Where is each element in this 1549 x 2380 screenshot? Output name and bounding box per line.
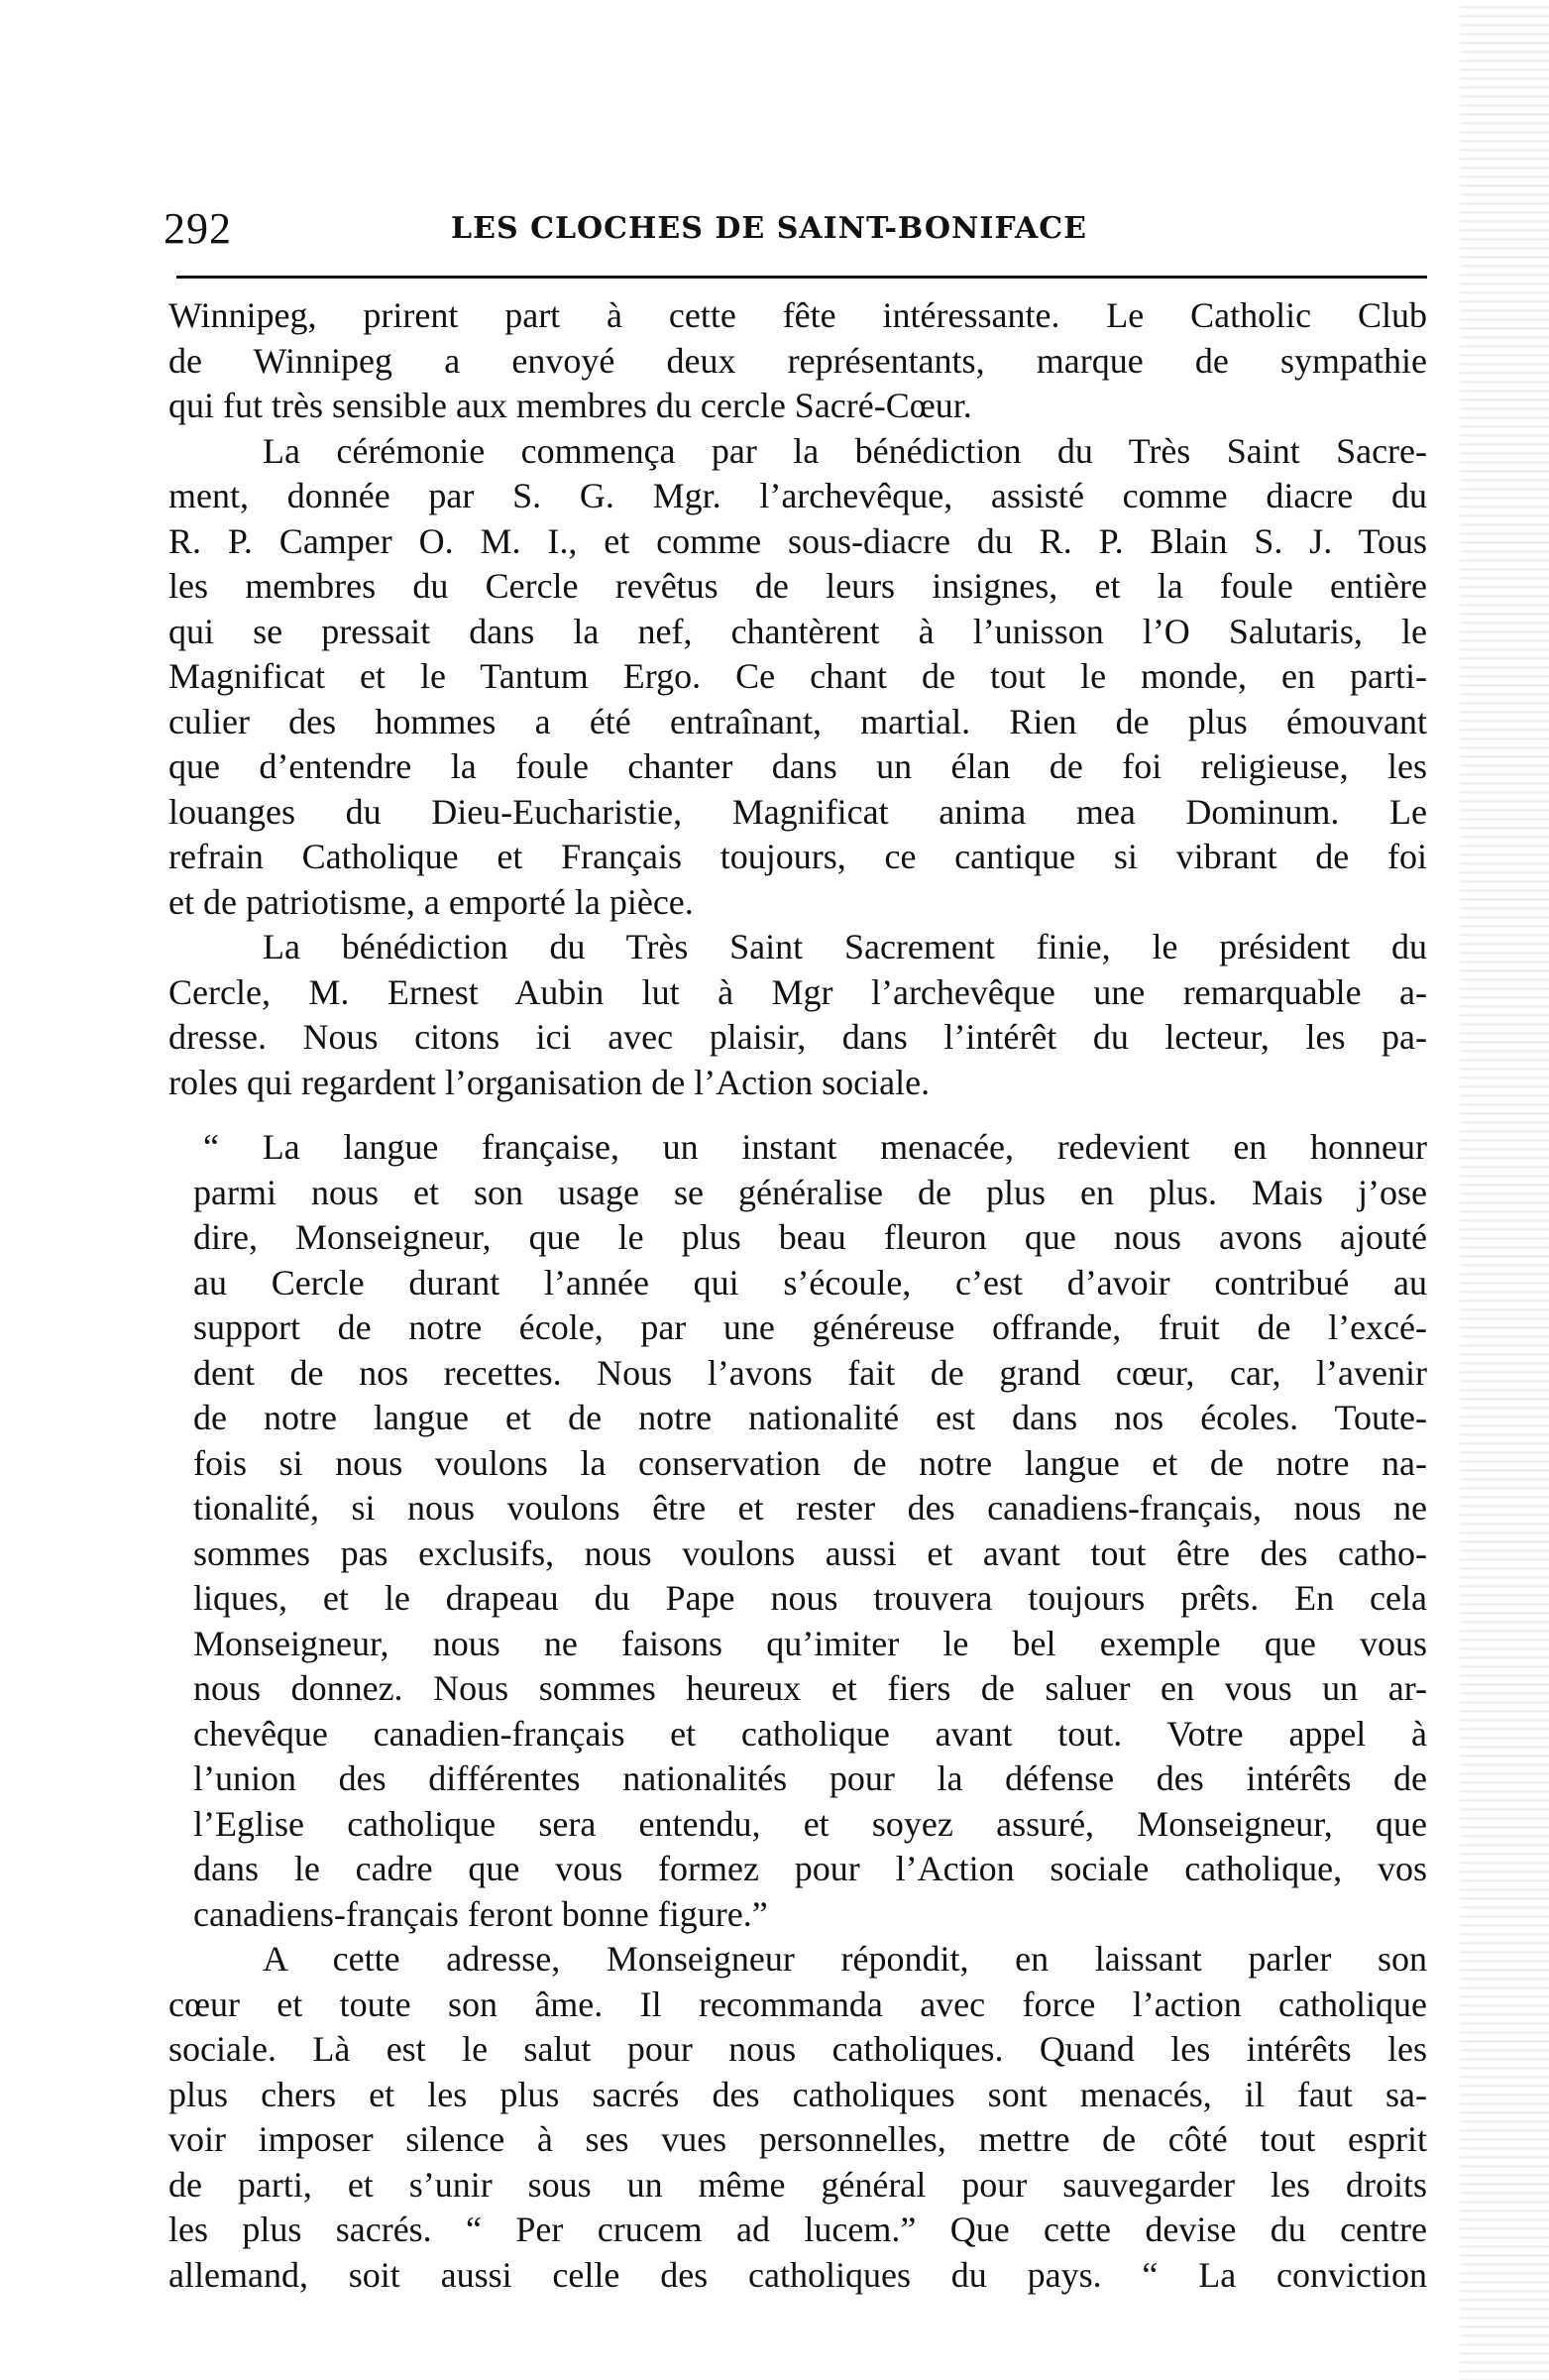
text-line: canadiens-français feront bonne figure.” [193, 1893, 768, 1934]
text-line: culier des hommes a été entraînant, martial. Rien de plus émouvant [168, 701, 1427, 741]
text-line: qui fut très sensible aux membres du cercle Sacré-Cœur. [168, 386, 972, 425]
text-line: voir imposer silence à ses vues personnelles, mettre de côté tout esprit [168, 2119, 1427, 2159]
text-line: Winnipeg, prirent part à cette fête intéressante. Le Catholic Club [168, 295, 1427, 335]
text-line: La bénédiction du Très Saint Sacrement finie, le président du [263, 927, 1427, 966]
text-line: dresse. Nous citons ici avec plaisir, dans l’intérêt du lecteur, les pa- [168, 1017, 1427, 1057]
text-line: sociale. Là est le salut pour nous catholiques. Quand les intérêts les [168, 2029, 1427, 2069]
text-line: fois si nous voulons la conservation de notre langue et de notre na- [193, 1442, 1427, 1483]
text-line: nous donnez. Nous sommes heureux et fiers de saluer en vous un ar- [193, 1668, 1427, 1708]
text-line: cœur et toute son âme. Il recommanda avec force l’action catholique [168, 1983, 1427, 2024]
text-line: sommes pas exclusifs, nous voulons aussi et avant tout être des catho- [193, 1532, 1427, 1573]
text-line: les membres du Cercle revêtus de leurs insignes, et la foule entière [168, 566, 1427, 606]
text-line: que d’entendre la foule chanter dans un élan de foi religieuse, les [168, 746, 1427, 786]
text-line: “ La langue française, un instant menacée, redevient en honneur [203, 1127, 1427, 1167]
text-line: de parti, et s’unir sous un même général pour sauvegarder les droits [168, 2164, 1427, 2205]
text-line: plus chers et les plus sacrés des catholiques sont menacés, il faut sa- [168, 2074, 1427, 2114]
header-rule [176, 276, 1427, 279]
text-line: Cercle, M. Ernest Aubin lut à Mgr l’archevêque une remarquable a- [168, 971, 1427, 1012]
text-line: l’Eglise catholique sera entendu, et soyez assuré, Monseigneur, que [193, 1803, 1427, 1844]
text-line: dent de nos recettes. Nous l’avons fait de grand cœur, car, l’avenir [193, 1352, 1427, 1393]
body-text [168, 293, 1427, 2298]
text-line: ment, donnée par S. G. Mgr. l’archevêque, assisté comme diacre du [168, 476, 1427, 515]
running-title: LES CLOCHES DE SAINT-BONIFACE [451, 211, 1087, 246]
text-line: tionalité, si nous voulons être et rester des canadiens-français, nous ne [193, 1488, 1427, 1528]
text-line: louanges du Dieu-Eucharistie, Magnificat anima mea Dominum. Le [168, 791, 1427, 832]
text-line: de notre langue et de notre nationalité est dans nos écoles. Toute- [193, 1398, 1427, 1437]
text-line: de Winnipeg a envoyé deux représentants, marque de sympathie [168, 340, 1427, 381]
text-line: chevêque canadien-français et catholique avant tout. Votre appel à [193, 1713, 1427, 1754]
text-line: A cette adresse, Monseigneur répondit, en laissant parler son [263, 1939, 1427, 1979]
text-line: La cérémonie commença par la bénédiction du Très Saint Sacre- [263, 430, 1427, 471]
text-line: dire, Monseigneur, que le plus beau fleuron que nous avons ajouté [193, 1217, 1427, 1257]
text-line: R. P. Camper O. M. I., et comme sous-diacre du R. P. Blain S. J. Tous [168, 520, 1427, 561]
text-line: Monseigneur, nous ne faisons qu’imiter le bel exemple que vous [193, 1623, 1427, 1663]
text-line: les plus sacrés. “ Per crucem ad lucem.” Que cette devise du centre [168, 2210, 1427, 2249]
text-line: parmi nous et son usage se généralise de plus en plus. Mais j’ose [193, 1172, 1427, 1212]
text-line: refrain Catholique et Français toujours, ce cantique si vibrant de foi [168, 837, 1427, 876]
text-line: allemand, soit aussi celle des catholiques du pays. “ La conviction [168, 2254, 1427, 2295]
page-header [164, 203, 1442, 263]
text-line: qui se pressait dans la nef, chantèrent à l’unisson l’O Salutaris, le [168, 611, 1427, 651]
text-line: au Cercle durant l’année qui s’écoule, c’est d’avoir contribué au [193, 1262, 1427, 1303]
page-number: 292 [164, 204, 232, 253]
scan-edge-noise [1460, 0, 1549, 2380]
text-line: roles qui regardent l’organisation de l’Action sociale. [168, 1062, 931, 1102]
text-line: et de patriotisme, a emporté la pièce. [168, 881, 694, 922]
paragraph-gap [168, 1105, 1427, 1125]
text-line: support de notre école, par une généreuse offrande, fruit de l’excé- [193, 1307, 1427, 1347]
text-line: l’union des différentes nationalités pour la défense des intérêts de [193, 1758, 1427, 1798]
text-line: liques, et le drapeau du Pape nous trouvera toujours prêts. En cela [193, 1578, 1427, 1618]
text-line: dans le cadre que vous formez pour l’Action sociale catholique, vos [193, 1849, 1427, 1888]
text-line: Magnificat et le Tantum Ergo. Ce chant de tout le monde, en parti- [168, 656, 1427, 696]
